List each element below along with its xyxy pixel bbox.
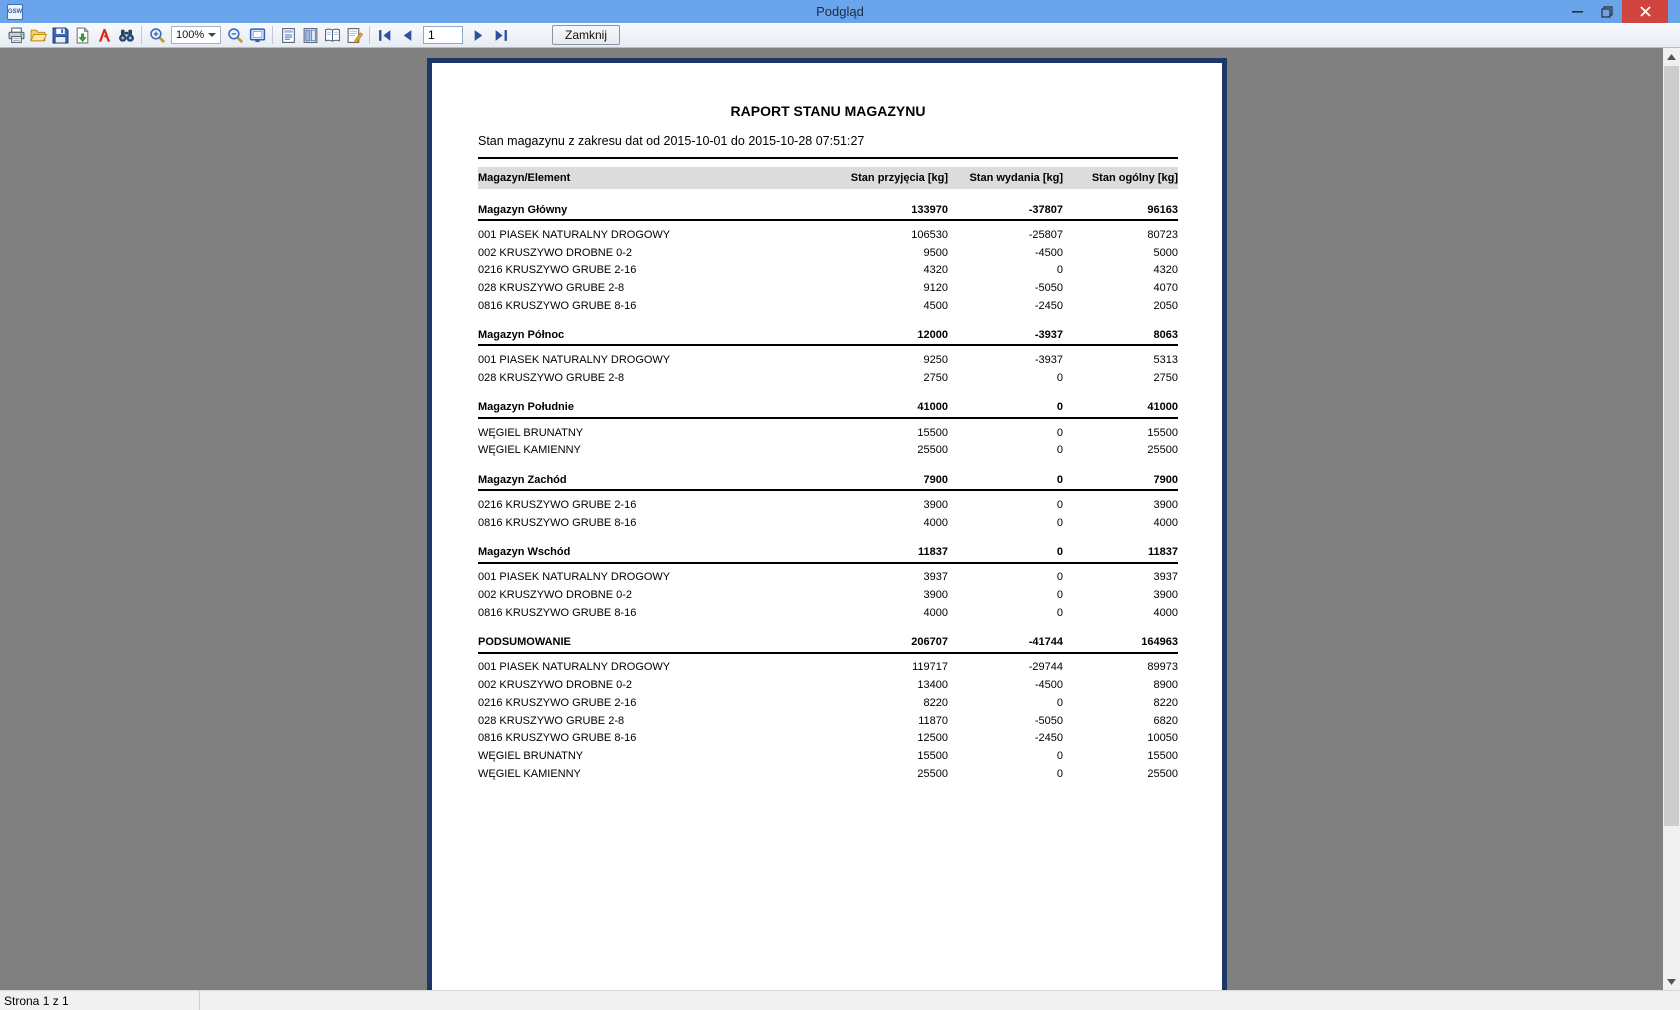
item-in-value: 4500: [923, 299, 948, 312]
column-header: Stan wydania [kg]: [969, 172, 1063, 184]
item-name: WĘGIEL BRUNATNY: [478, 749, 584, 762]
item-total-value: 4320: [1153, 264, 1178, 277]
group-in-value: 206707: [911, 636, 948, 649]
group-in-value: 133970: [911, 203, 948, 216]
item-out-value: -4500: [1034, 246, 1063, 259]
item-total-value: 8220: [1153, 696, 1178, 709]
item-name: 0216 KRUSZYWO GRUBE 2-16: [478, 499, 637, 512]
report-group: [478, 543, 1178, 622]
app-icon: GSW: [7, 4, 23, 20]
zoom-level-value: 100%: [176, 29, 205, 41]
item-in-value: 25500: [917, 767, 948, 780]
item-in-value: 11870: [918, 714, 948, 727]
group-summary-row: [478, 633, 1178, 654]
group-summary-row: [478, 200, 1178, 221]
table-row: [478, 226, 1178, 244]
group-in-value: 41000: [917, 401, 948, 414]
item-in-value: 3900: [923, 589, 948, 602]
item-in-value: 3937: [923, 571, 948, 584]
group-total-value: 8063: [1153, 328, 1178, 341]
item-out-value: 0: [1056, 371, 1063, 384]
book-icon: [324, 27, 341, 44]
table-row: [478, 514, 1178, 532]
group-name: Magazyn Północ: [478, 328, 565, 341]
item-in-value: 8220: [923, 696, 948, 709]
table-row: [478, 712, 1178, 730]
group-name: Magazyn Główny: [478, 203, 568, 216]
zoom-in-icon: [149, 27, 166, 44]
item-name: 0816 KRUSZYWO GRUBE 8-16: [478, 606, 637, 619]
table-body: [478, 200, 1178, 782]
item-out-value: -3937: [1034, 354, 1063, 367]
item-in-value: 119717: [912, 661, 948, 674]
toolbar-separator: [272, 26, 273, 44]
group-out-value: 0: [1056, 546, 1063, 559]
toolbar-separator: [369, 26, 370, 44]
zoom-in-button[interactable]: [146, 24, 168, 46]
vertical-scrollbar[interactable]: [1663, 48, 1680, 990]
item-out-value: -5050: [1034, 281, 1063, 294]
pdf-button[interactable]: [93, 24, 115, 46]
nav-prev-button[interactable]: [396, 24, 418, 46]
report-group: [478, 325, 1178, 386]
item-name: 001 PIASEK NATURALNY DROGOWY: [478, 661, 671, 674]
item-total-value: 2050: [1153, 299, 1178, 312]
folder-open-icon: [30, 27, 47, 44]
status-page-info: Strona 1 z 1: [0, 991, 200, 1010]
item-name: 0816 KRUSZYWO GRUBE 8-16: [478, 516, 637, 529]
nav-next-button[interactable]: [468, 24, 490, 46]
nav-last-button[interactable]: [490, 24, 512, 46]
scroll-up-button[interactable]: [1663, 48, 1680, 65]
item-total-value: 25500: [1147, 444, 1178, 457]
table-row: [478, 442, 1178, 460]
edit-page-button[interactable]: [343, 24, 365, 46]
export-icon: [74, 27, 91, 44]
group-in-value: 7900: [923, 473, 948, 486]
preview-workspace: [0, 48, 1680, 990]
item-in-value: 4320: [923, 264, 948, 277]
item-total-value: 6820: [1153, 714, 1178, 727]
table-row: [478, 747, 1178, 765]
report-divider: [478, 157, 1178, 159]
arrow-down-icon: [1667, 979, 1676, 985]
restore-icon: [1601, 6, 1613, 18]
table-row: [478, 586, 1178, 604]
page-edit-icon: [346, 27, 363, 44]
report-subtitle: Stan magazynu z zakresu dat od 2015-10-01 do 2015-10-28 07:51:27: [478, 134, 865, 148]
item-out-value: -5050: [1034, 714, 1063, 727]
page-columns-icon: [302, 27, 319, 44]
table-row: [478, 604, 1178, 622]
item-in-value: 12500: [917, 732, 948, 745]
group-total-value: 164963: [1141, 636, 1178, 649]
item-name: WĘGIEL KAMIENNY: [478, 444, 581, 457]
item-out-value: 0: [1056, 499, 1063, 512]
item-name: 028 KRUSZYWO GRUBE 2-8: [478, 371, 625, 384]
item-in-value: 15500: [917, 749, 948, 762]
titlebar: [0, 0, 1680, 23]
group-items: [478, 419, 1178, 459]
close-icon: [1640, 6, 1651, 17]
group-out-value: -3937: [1034, 328, 1063, 341]
print-button[interactable]: [5, 24, 27, 46]
toolbar: [0, 23, 1680, 48]
group-out-value: 0: [1056, 401, 1063, 414]
item-total-value: 25500: [1147, 767, 1178, 780]
column-header: Stan przyjęcia [kg]: [850, 172, 948, 184]
open-button[interactable]: [27, 24, 49, 46]
item-in-value: 9500: [923, 246, 948, 259]
arrow-up-icon: [1667, 54, 1676, 60]
table-row: [478, 297, 1178, 315]
group-total-value: 7900: [1153, 473, 1178, 486]
item-total-value: 15500: [1147, 749, 1178, 762]
pdf-icon: [97, 28, 112, 43]
nav-first-icon: [378, 29, 392, 42]
report-outline-button[interactable]: [277, 24, 299, 46]
item-out-value: 0: [1056, 589, 1063, 602]
group-total-value: 96163: [1147, 203, 1178, 216]
item-total-value: 3937: [1153, 571, 1178, 584]
zoom-out-button[interactable]: [224, 24, 246, 46]
item-total-value: 4000: [1153, 516, 1178, 529]
group-summary-row: [478, 325, 1178, 346]
binoculars-icon: [118, 27, 135, 44]
item-in-value: 106530: [911, 228, 948, 241]
item-out-value: 0: [1056, 264, 1063, 277]
item-total-value: 5313: [1153, 354, 1178, 367]
group-items: [478, 491, 1178, 531]
export-button[interactable]: [71, 24, 93, 46]
item-in-value: 9120: [923, 281, 948, 294]
item-name: 002 KRUSZYWO DROBNE 0-2: [478, 589, 633, 602]
group-name: Magazyn Południe: [478, 401, 574, 414]
item-total-value: 89973: [1147, 661, 1178, 674]
search-button[interactable]: [115, 24, 137, 46]
item-total-value: 80723: [1147, 228, 1178, 241]
close-preview-button[interactable]: Zamknij: [552, 25, 620, 45]
window-title: Podgląd: [816, 4, 864, 19]
item-name: 0216 KRUSZYWO GRUBE 2-16: [478, 696, 637, 709]
column-header: Magazyn/Element: [478, 172, 571, 184]
nav-prev-icon: [401, 29, 413, 42]
item-out-value: -29744: [1028, 661, 1063, 674]
item-in-value: 9250: [923, 354, 948, 367]
item-name: 002 KRUSZYWO DROBNE 0-2: [478, 246, 633, 259]
item-total-value: 10050: [1147, 732, 1178, 745]
item-in-value: 2750: [923, 371, 948, 384]
table-row: [478, 261, 1178, 279]
group-out-value: -37807: [1028, 203, 1063, 216]
group-in-value: 11837: [918, 546, 948, 559]
item-name: 028 KRUSZYWO GRUBE 2-8: [478, 714, 625, 727]
item-out-value: 0: [1056, 571, 1063, 584]
table-row: [478, 351, 1178, 369]
item-total-value: 8900: [1153, 679, 1178, 692]
item-out-value: 0: [1056, 444, 1063, 457]
save-button[interactable]: [49, 24, 71, 46]
zoom-out-icon: [227, 27, 244, 44]
item-name: WĘGIEL KAMIENNY: [478, 767, 581, 780]
item-total-value: 3900: [1153, 499, 1178, 512]
table-row: [478, 569, 1178, 587]
print-icon: [8, 27, 25, 44]
report-page: [427, 58, 1227, 990]
group-total-value: 11837: [1148, 546, 1178, 559]
zoom-level-combo[interactable]: [171, 26, 221, 44]
group-name: Magazyn Zachód: [478, 473, 567, 486]
item-name: 002 KRUSZYWO DROBNE 0-2: [478, 679, 633, 692]
item-out-value: -2450: [1034, 299, 1063, 312]
item-out-value: 0: [1056, 516, 1063, 529]
group-name: Magazyn Wschód: [478, 546, 571, 559]
group-items: [478, 564, 1178, 622]
table-row: [478, 424, 1178, 442]
titlebar-spacer: [1668, 0, 1680, 23]
scroll-down-button[interactable]: [1663, 973, 1680, 990]
group-name: PODSUMOWANIE: [478, 636, 571, 649]
item-out-value: 0: [1056, 426, 1063, 439]
table-row: [478, 369, 1178, 387]
close-button[interactable]: [1622, 0, 1668, 23]
report-group: [478, 200, 1178, 314]
item-total-value: 4000: [1153, 606, 1178, 619]
table-row: [478, 659, 1178, 677]
table-row: [478, 279, 1178, 297]
table-row: [478, 729, 1178, 747]
scrollbar-thumb[interactable]: [1664, 66, 1679, 826]
item-out-value: 0: [1056, 749, 1063, 762]
report-title: RAPORT STANU MAGAZYNU: [730, 103, 926, 119]
item-in-value: 13400: [917, 679, 948, 692]
item-name: 001 PIASEK NATURALNY DROGOWY: [478, 228, 671, 241]
item-out-value: -4500: [1034, 679, 1063, 692]
table-row: [478, 676, 1178, 694]
table-header-row: [478, 167, 1178, 189]
table-row: [478, 765, 1178, 783]
page-number-input[interactable]: [423, 26, 463, 44]
item-in-value: 15500: [917, 426, 948, 439]
item-in-value: 3900: [923, 499, 948, 512]
page-lines-icon: [280, 27, 297, 44]
item-out-value: 0: [1056, 606, 1063, 619]
item-name: 0216 KRUSZYWO GRUBE 2-16: [478, 264, 637, 277]
save-icon: [52, 27, 69, 44]
group-in-value: 12000: [917, 328, 948, 341]
item-in-value: 4000: [923, 606, 948, 619]
item-total-value: 15500: [1147, 426, 1178, 439]
column-header: Stan ogólny [kg]: [1091, 172, 1178, 184]
item-out-value: -2450: [1034, 732, 1063, 745]
table-row: [478, 244, 1178, 262]
item-out-value: 0: [1056, 696, 1063, 709]
book-view-button[interactable]: [321, 24, 343, 46]
group-items: [478, 346, 1178, 386]
whole-page-button[interactable]: [246, 24, 268, 46]
report-group: [478, 633, 1178, 783]
monitor-icon: [249, 27, 266, 44]
group-total-value: 41000: [1147, 401, 1178, 414]
nav-last-icon: [494, 29, 508, 42]
item-out-value: -25807: [1028, 228, 1063, 241]
restore-button[interactable]: [1592, 0, 1622, 23]
item-name: WĘGIEL BRUNATNY: [478, 426, 584, 439]
item-name: 0816 KRUSZYWO GRUBE 8-16: [478, 299, 637, 312]
group-out-value: 0: [1056, 473, 1063, 486]
item-name: 001 PIASEK NATURALNY DROGOWY: [478, 354, 671, 367]
report-group: [478, 398, 1178, 459]
group-summary-row: [478, 543, 1178, 564]
chevron-down-icon: [208, 33, 216, 37]
group-items: [478, 654, 1178, 783]
report-group: [478, 470, 1178, 531]
item-total-value: 2750: [1153, 371, 1178, 384]
toolbar-separator: [141, 26, 142, 44]
minimize-icon: [1572, 6, 1583, 17]
item-in-value: 25500: [917, 444, 948, 457]
item-out-value: 0: [1056, 767, 1063, 780]
group-summary-row: [478, 470, 1178, 491]
item-total-value: 4070: [1153, 281, 1178, 294]
item-total-value: 3900: [1153, 589, 1178, 602]
nav-next-icon: [473, 29, 485, 42]
item-total-value: 5000: [1153, 246, 1178, 259]
minimize-button[interactable]: [1562, 0, 1592, 23]
group-out-value: -41744: [1028, 636, 1063, 649]
two-pages-button[interactable]: [299, 24, 321, 46]
item-name: 0816 KRUSZYWO GRUBE 8-16: [478, 732, 637, 745]
table-row: [478, 694, 1178, 712]
item-name: 028 KRUSZYWO GRUBE 2-8: [478, 281, 625, 294]
item-in-value: 4000: [923, 516, 948, 529]
group-items: [478, 221, 1178, 314]
table-row: [478, 496, 1178, 514]
statusbar: [0, 990, 1680, 1010]
item-name: 001 PIASEK NATURALNY DROGOWY: [478, 571, 671, 584]
group-summary-row: [478, 398, 1178, 419]
nav-first-button[interactable]: [374, 24, 396, 46]
